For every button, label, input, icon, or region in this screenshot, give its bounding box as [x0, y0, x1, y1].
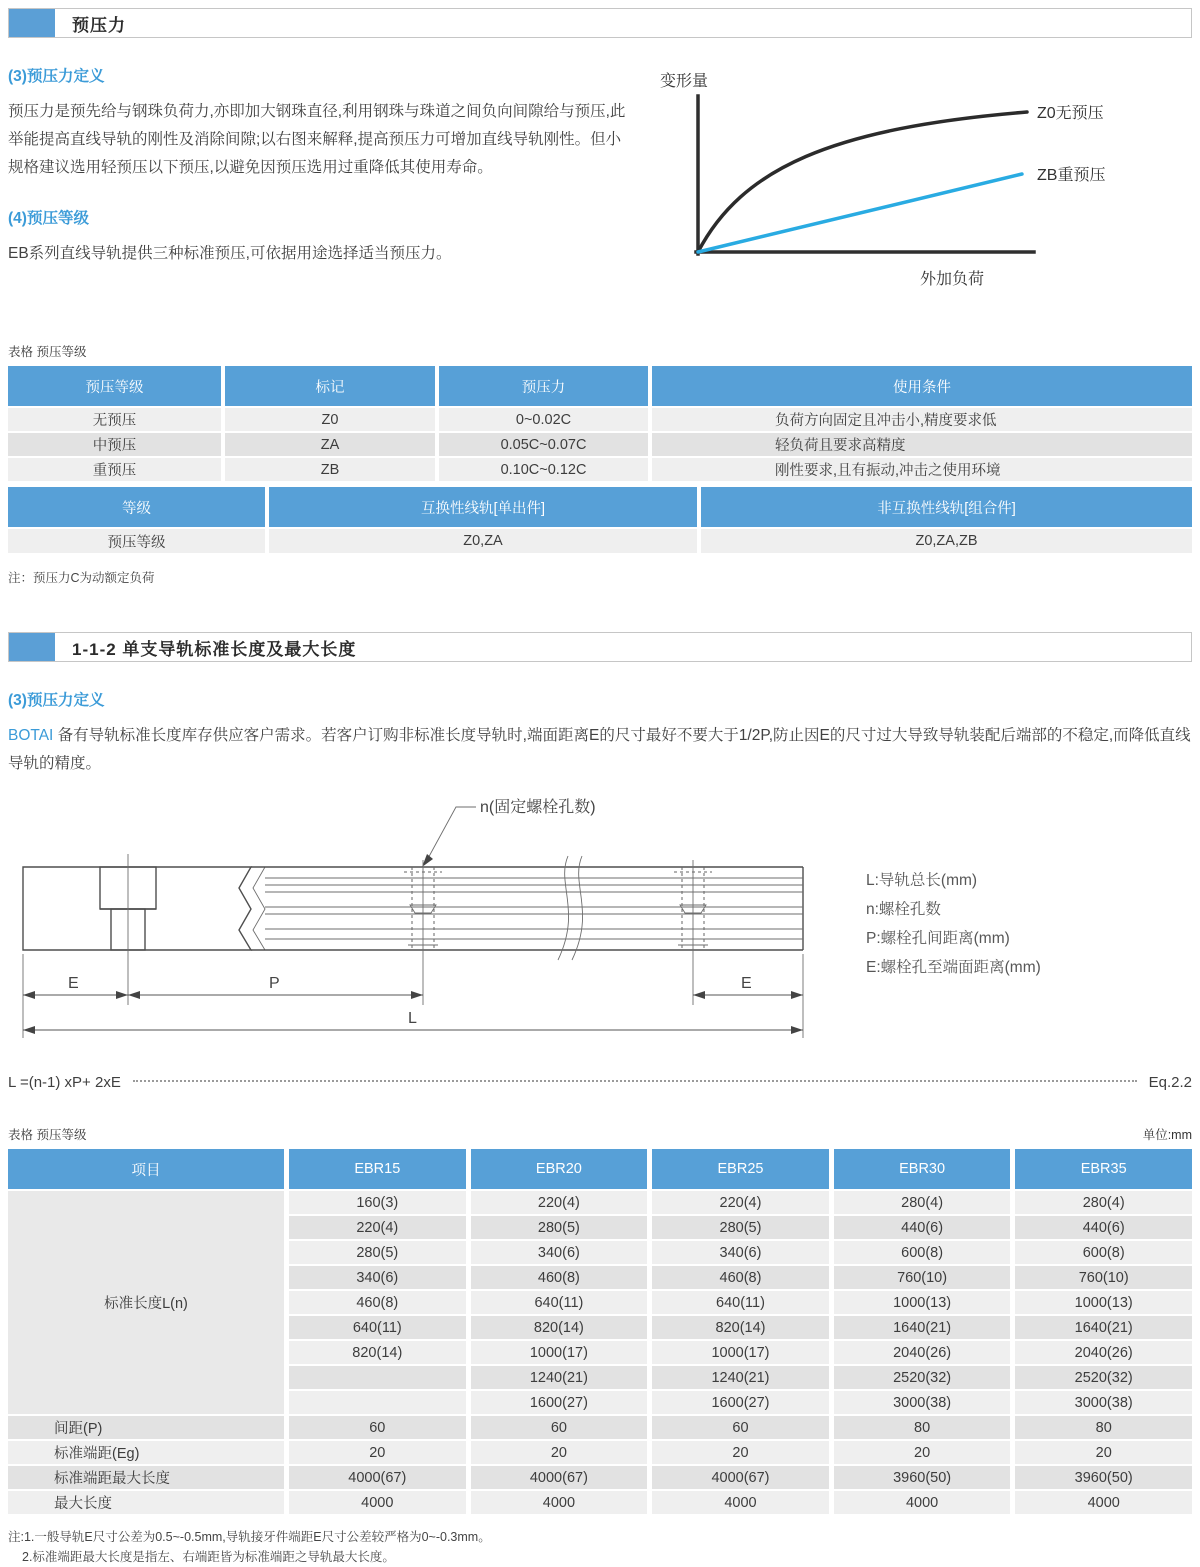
chart-series-label-zb: ZB重预压	[1037, 167, 1106, 184]
table-cell: 280(4)	[1015, 1191, 1192, 1214]
dimension-p	[128, 975, 423, 999]
chart-line-zb	[698, 174, 1022, 252]
equation-label: Eq.2.2	[1148, 1074, 1192, 1091]
table-cell: 280(4)	[834, 1191, 1011, 1214]
row-label: 标准端距最大长度	[8, 1466, 284, 1489]
table-cell: 1240(21)	[471, 1366, 648, 1389]
table-cell: 460(8)	[652, 1266, 829, 1289]
table-cell: 负荷方向固定且冲击小,精度要求低	[652, 408, 1192, 431]
table3-caption-row	[8, 1125, 1192, 1143]
table-cell: 460(8)	[289, 1291, 466, 1314]
svg-text:E: E	[741, 975, 752, 992]
table-cell: ZA	[225, 433, 435, 456]
section-header-standard-length	[8, 632, 1192, 662]
intro-area	[8, 64, 1192, 302]
middle-break-lines	[558, 856, 583, 960]
table-cell: 无预压	[8, 408, 221, 431]
table-cell: Z0,ZA	[269, 529, 697, 553]
column-header: 使用条件	[652, 366, 1192, 406]
brand-name: BOTAI	[8, 727, 54, 744]
table-cell: 60	[652, 1416, 829, 1439]
table-cell: 1640(21)	[1015, 1316, 1192, 1339]
table-cell: 0.05C~0.07C	[439, 433, 648, 456]
table-cell: 4000	[834, 1491, 1011, 1514]
table-cell: 440(6)	[1015, 1216, 1192, 1239]
table-cell: 280(5)	[471, 1216, 648, 1239]
table-cell: 1000(13)	[1015, 1291, 1192, 1314]
table-cell: 460(8)	[471, 1266, 648, 1289]
svg-text:P: P	[269, 975, 280, 992]
legend-line: E:螺栓孔至端面距离(mm)	[866, 959, 1041, 976]
table-cell: 0~0.02C	[439, 408, 648, 431]
column-header: 互换性线轨[单出件]	[269, 487, 697, 527]
callout-leader-line	[426, 807, 476, 862]
legend-line: L:导轨总长(mm)	[866, 872, 978, 889]
table-cell: 820(14)	[289, 1341, 466, 1364]
table-cell: 220(4)	[289, 1216, 466, 1239]
table-cell	[289, 1366, 466, 1389]
standard-length-table	[8, 1149, 1192, 1514]
column-header: 预压力	[439, 366, 648, 406]
table-cell: 1240(21)	[652, 1366, 829, 1389]
table-cell: ZB	[225, 458, 435, 481]
unit-label: 单位:mm	[1142, 1128, 1192, 1142]
table-cell: 1000(17)	[471, 1341, 648, 1364]
subsection-heading: (4)预压等级	[8, 210, 89, 227]
row-label: 最大长度	[8, 1491, 284, 1514]
table-cell: Z0,ZA,ZB	[701, 529, 1192, 553]
table-cell: 1640(21)	[834, 1316, 1011, 1339]
table-cell: 4000(67)	[289, 1466, 466, 1489]
table-cell: 640(11)	[652, 1291, 829, 1314]
table-cell: 160(3)	[289, 1191, 466, 1214]
table-cell: 2040(26)	[834, 1341, 1011, 1364]
note-line: 注:1.一般导轨E尺寸公差为0.5~-0.5mm,导轨接牙件端距E尺寸公差较严格为0~-0.3mm。	[8, 1530, 491, 1544]
table-cell: 640(11)	[289, 1316, 466, 1339]
table-cell: 4000	[471, 1491, 648, 1514]
table-cell: 2520(32)	[1015, 1366, 1192, 1389]
table-cell: 4000	[652, 1491, 829, 1514]
table-cell: 重预压	[8, 458, 221, 481]
section-title: 预压力	[72, 15, 126, 35]
preload-definition-paragraph: 预压力是预先给与钢珠负荷力,亦即加大钢珠直径,利用钢珠与珠道之间负向间隙给与预压,此举能提高直线导轨的刚性及消除间隙;以右图来解释,提高预压力可增加直线导轨刚性。但小规格建议选用轻预压以下预压,以避免因预压选用过重降低其使用寿命。	[8, 103, 626, 176]
column-header: 非互换性线轨[组合件]	[701, 487, 1192, 527]
svg-text:E: E	[68, 975, 79, 992]
legend-line: n:螺栓孔数	[866, 901, 941, 918]
deformation-load-chart	[652, 64, 1192, 302]
chart-series-label-z0: Z0无预压	[1037, 105, 1104, 122]
table-cell: 760(10)	[1015, 1266, 1192, 1289]
table-cell: 3000(38)	[834, 1391, 1011, 1414]
table-cell: 20	[1015, 1441, 1192, 1464]
row-group-label: 标准长度L(n)	[8, 1191, 284, 1414]
table-cell: 280(5)	[289, 1241, 466, 1264]
table-cell: 4000(67)	[471, 1466, 648, 1489]
section-marker-icon	[9, 633, 55, 661]
section-marker-icon	[9, 9, 55, 37]
intro-text-column	[8, 64, 630, 302]
column-header: EBR20	[471, 1149, 648, 1189]
dotted-leader	[133, 1080, 1137, 1082]
table-cell: 600(8)	[1015, 1241, 1192, 1264]
table-cell: 340(6)	[289, 1266, 466, 1289]
table-cell: 60	[471, 1416, 648, 1439]
table-cell: 220(4)	[652, 1191, 829, 1214]
table-cell: 220(4)	[471, 1191, 648, 1214]
legend-line: P:螺栓孔间距离(mm)	[866, 930, 1010, 947]
column-header: 项目	[8, 1149, 284, 1189]
table-cell: 1600(27)	[652, 1391, 829, 1414]
table-cell: 820(14)	[471, 1316, 648, 1339]
chart-x-axis-label: 外加负荷	[920, 271, 985, 288]
table-cell: 2520(32)	[834, 1366, 1011, 1389]
table-cell: 4000	[289, 1491, 466, 1514]
diagram-legend	[866, 792, 1041, 1054]
bolt-hole-dashed-right	[674, 860, 712, 1005]
table-cell: 20	[471, 1441, 648, 1464]
table-cell: 1000(17)	[652, 1341, 829, 1364]
section-title: 1-1-2 单支导轨标准长度及最大长度	[72, 639, 357, 659]
row-label: 间距(P)	[8, 1416, 284, 1439]
column-header: 标记	[225, 366, 435, 406]
standard-length-text: 备有导轨标准长度库存供应客户需求。若客户订购非标准长度导轨时,端面距离E的尺寸最好不要大于1/2P,防止因E的尺寸过大导致导轨装配后端部的不稳定,而降低直线导轨的精度。	[8, 727, 1191, 772]
length-formula-row	[8, 1074, 1192, 1091]
table-cell: 中预压	[8, 433, 221, 456]
chart-column	[630, 64, 1192, 302]
table-cell: 440(6)	[834, 1216, 1011, 1239]
callout-arrowhead	[422, 854, 433, 867]
table3-caption: 表格 预压等级	[8, 1128, 87, 1142]
dimension-l	[23, 1010, 803, 1034]
section-header-preload	[8, 8, 1192, 38]
table-cell: 340(6)	[471, 1241, 648, 1264]
bolt-cross-section	[100, 854, 156, 1005]
table-cell: 预压等级	[8, 529, 265, 553]
column-header: 等级	[8, 487, 265, 527]
table-cell: 20	[289, 1441, 466, 1464]
table-cell: 20	[652, 1441, 829, 1464]
table-cell: 2040(26)	[1015, 1341, 1192, 1364]
column-header: 预压等级	[8, 366, 221, 406]
table-cell: 0.10C~0.12C	[439, 458, 648, 481]
chart-curve-z0	[698, 112, 1027, 252]
table-cell: 80	[1015, 1416, 1192, 1439]
table-cell: 640(11)	[471, 1291, 648, 1314]
table-cell: 轻负荷且要求高精度	[652, 433, 1192, 456]
table-cell: 820(14)	[652, 1316, 829, 1339]
preload-grade-paragraph: EB系列直线导轨提供三种标准预压,可依据用途选择适当预压力。	[8, 245, 452, 262]
column-header: EBR15	[289, 1149, 466, 1189]
table-cell: 刚性要求,且有振动,冲击之使用环境	[652, 458, 1192, 481]
svg-text:L: L	[408, 1010, 417, 1027]
break-line	[253, 867, 265, 950]
subsection-heading: (3)预压力定义	[8, 68, 105, 85]
bolt-hole-count-callout: n(固定螺栓孔数)	[480, 799, 596, 816]
table-cell: 3960(50)	[834, 1466, 1011, 1489]
table-cell: 1600(27)	[471, 1391, 648, 1414]
preload-grade-table	[8, 366, 1192, 481]
table-cell: 4000	[1015, 1491, 1192, 1514]
table-cell: 4000(67)	[652, 1466, 829, 1489]
standard-length-paragraph	[8, 722, 1192, 778]
bolt-hole-dashed-left	[404, 860, 442, 1005]
interchangeable-rail-table	[8, 487, 1192, 553]
table1-caption: 表格 预压等级	[8, 345, 87, 359]
table-cell: 3000(38)	[1015, 1391, 1192, 1414]
column-header: EBR25	[652, 1149, 829, 1189]
row-label: 标准端距(Eg)	[8, 1441, 284, 1464]
table-cell: 1000(13)	[834, 1291, 1011, 1314]
formula-expression: L =(n-1) xP+ 2xE	[8, 1074, 121, 1091]
column-header: EBR35	[1015, 1149, 1192, 1189]
note-line: 2.标准端距最大长度是指左、右端距皆为标准端距之导轨最大长度。	[22, 1550, 395, 1564]
table-cell: 20	[834, 1441, 1011, 1464]
dimension-e-left	[23, 975, 128, 999]
table-cell: 3960(50)	[1015, 1466, 1192, 1489]
table1-caption-row	[8, 342, 1192, 360]
table-cell: 600(8)	[834, 1241, 1011, 1264]
table-cell: Z0	[225, 408, 435, 431]
table-cell: 340(6)	[652, 1241, 829, 1264]
subsection-heading: (3)预压力定义	[8, 692, 105, 709]
table-cell: 60	[289, 1416, 466, 1439]
table-cell	[289, 1391, 466, 1414]
table-cell: 80	[834, 1416, 1011, 1439]
chart-y-axis-label: 变形量	[660, 73, 709, 90]
rail-profile-lines	[265, 878, 803, 939]
rail-diagram-area	[8, 792, 1192, 1054]
table2-note: 注：预压力C为动额定负荷	[8, 571, 155, 585]
column-header: EBR30	[834, 1149, 1011, 1189]
table-cell: 760(10)	[834, 1266, 1011, 1289]
dimension-e-right	[693, 975, 803, 999]
rail-dimension-drawing	[8, 792, 840, 1054]
table3-notes	[8, 1527, 1192, 1567]
table-cell: 280(5)	[652, 1216, 829, 1239]
